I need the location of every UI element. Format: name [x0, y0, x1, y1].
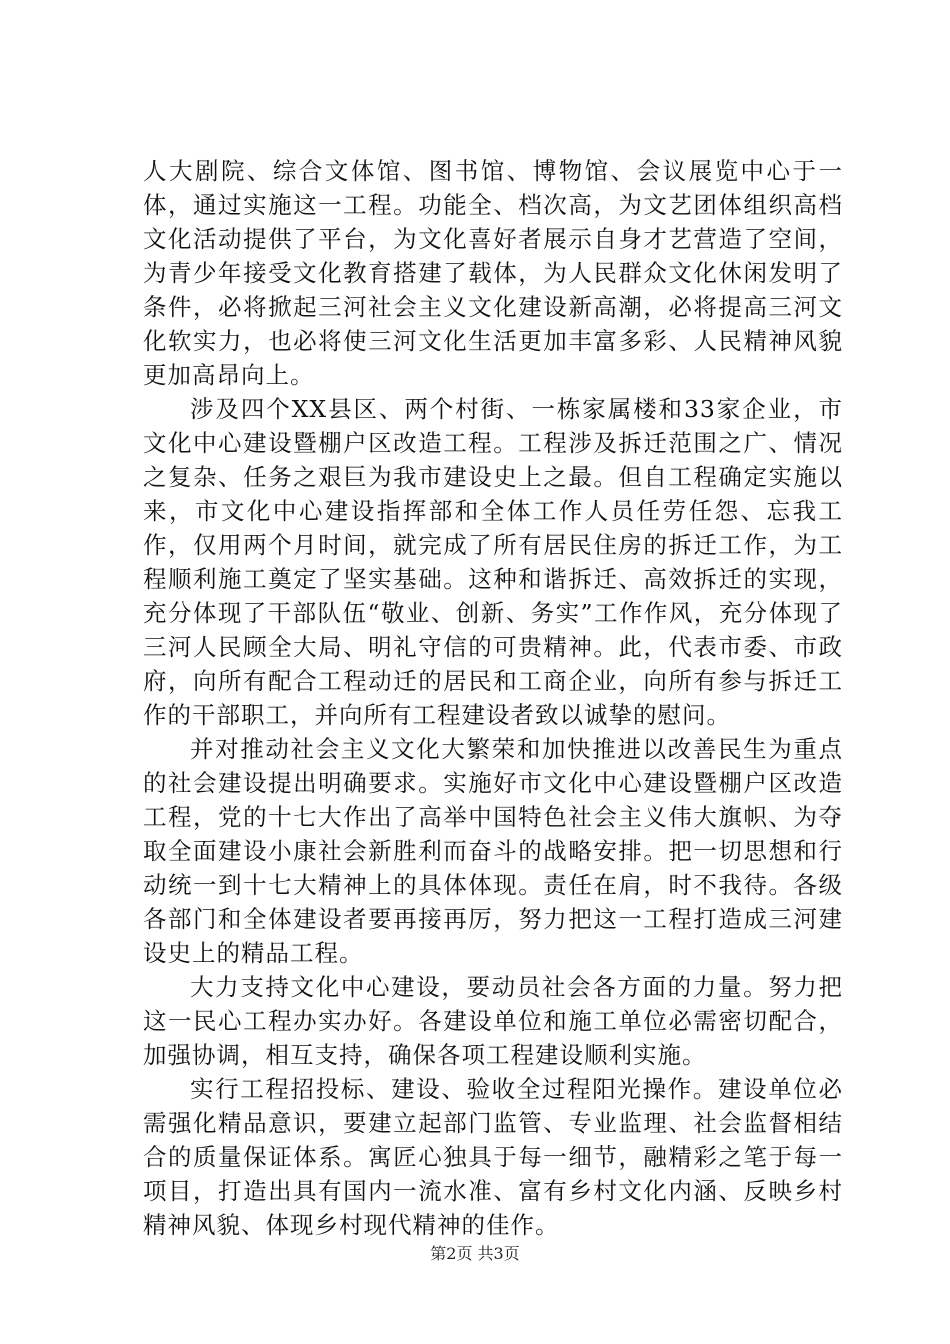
- document-body: [143, 154, 843, 1242]
- paragraph-support: 大力支持文化中心建设，要动员社会各方面的力量。努力把这一民心工程办实办好。各建设单位和施工单位必需密切配合，加强协调，相互支持，确保各项工程建设顺利实施。: [143, 973, 843, 1069]
- paragraph-demolition: 涉及四个XX县区、两个村街、一栋家属楼和33家企业，市文化中心建设暨棚户区改造工程。工程涉及拆迁范围之广、情况之复杂、任务之艰巨为我市建设史上之最。但自工程确定实施以来，市文化中心建设指挥部和全体工作人员任劳任怨、忘我工作，仅用两个月时间，就完成了所有居民住房的拆迁工作，为工程顺利施工奠定了坚实基础。这种和谐拆迁、高效拆迁的实现，充分体现了干部队伍“敬业、创新、务实”工作作风，充分体现了三河人民顾全大局、明礼守信的可贵精神。此，代表市委、市政府，向所有配合工程动迁的居民和工商企业，向所有参与拆迁工作的干部职工，并向所有工程建设者致以诚挚的慰问。: [143, 395, 843, 729]
- paragraph-requirements: 并对推动社会主义文化大繁荣和加快推进以改善民生为重点的社会建设提出明确要求。实施好市文化中心建设暨棚户区改造工程，党的十七大作出了高举中国特色社会主义伟大旗帜、为夺取全面建设小康社会新胜利而奋斗的战略安排。把一切思想和行动统一到十七大精神上的具体体现。责任在肩，时不我待。各级各部门和全体建设者要再接再厉，努力把这一工程打造成三河建设史上的精品工程。: [143, 735, 843, 967]
- paragraph-quality: 实行工程招投标、建设、验收全过程阳光操作。建设单位必需强化精品意识，要建立起部门监管、专业监理、社会监督相结合的质量保证体系。寓匠心独具于每一细节，融精彩之笔于每一项目，打造出具有国内一流水准、富有乡村文化内涵、反映乡村精神风貌、体现乡村现代精神的佳作。: [143, 1075, 843, 1239]
- paragraph-continuation: 人大剧院、综合文体馆、图书馆、博物馆、会议展览中心于一体，通过实施这一工程。功能全、档次高，为文艺团体组织高档文化活动提供了平台，为文化喜好者展示自身才艺营造了空间，为青少年接受文化教育搭建了载体，为人民群众文化休闲发明了条件，必将掀起三河社会主义文化建设新高潮，必将提高三河文化软实力，也必将使三河文化生活更加丰富多彩、人民精神风貌更加高昂向上。: [143, 157, 843, 389]
- page-footer: 第2页 共3页: [430, 1244, 520, 1263]
